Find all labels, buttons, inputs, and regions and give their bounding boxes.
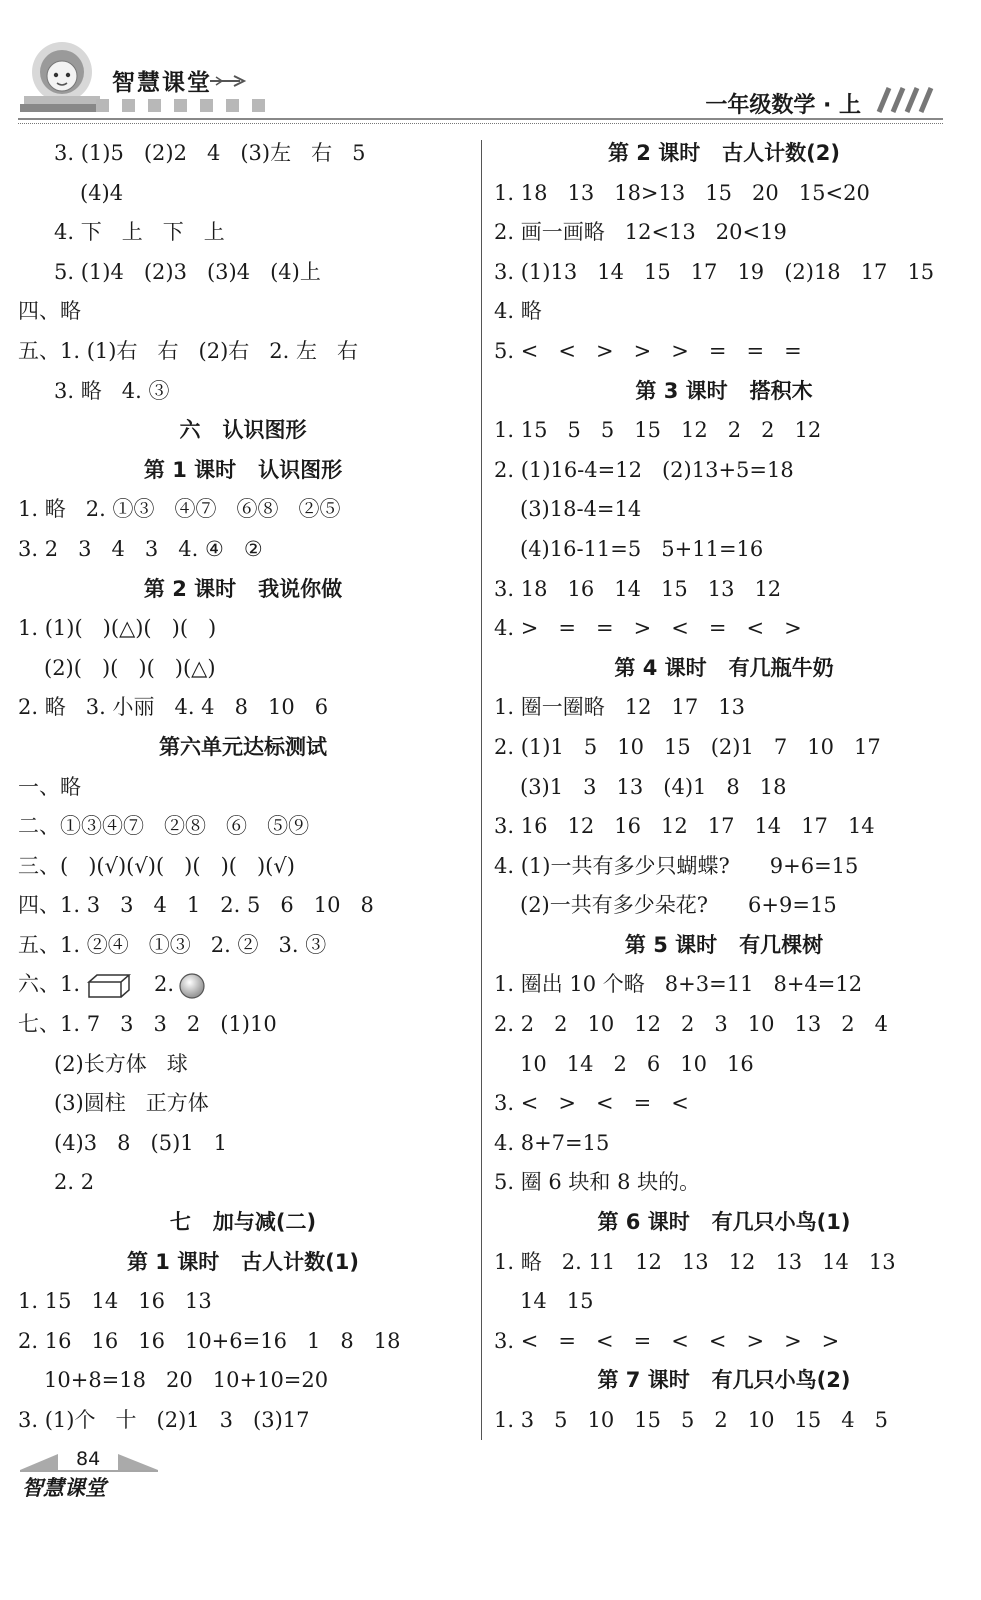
answer-line — [494, 609, 954, 649]
decorative-squares — [96, 97, 278, 116]
answer-line — [18, 213, 468, 253]
answer-line — [494, 213, 954, 253]
line-text: 1. 18 13 18>13 15 20 15<20 — [494, 180, 870, 205]
section-heading — [494, 926, 954, 966]
book-title: 一年级数学 · 上 — [705, 93, 861, 118]
line-text: 5. < < > > > = = = — [494, 338, 802, 363]
answer-line — [18, 253, 468, 293]
section-heading — [18, 411, 468, 451]
answer-line — [18, 768, 468, 808]
answer-line — [494, 332, 954, 372]
line-text: 第 6 课时 有几只小鸟(1) — [597, 1210, 851, 1235]
answer-line — [18, 1045, 468, 1085]
answer-line — [494, 807, 954, 847]
line-text: 1. 略 2. ①③ ④⑦ ⑥⑧ ②⑤ — [18, 497, 341, 522]
arrow-icon — [210, 74, 250, 88]
answer-line — [18, 372, 468, 412]
line-text: 2. 画一画略 12<13 20<19 — [494, 220, 787, 245]
line-text: (2)长方体 球 — [54, 1051, 188, 1076]
answer-line — [18, 609, 468, 649]
answer-line — [494, 1282, 954, 1322]
line-text: 第六单元达标测试 — [159, 734, 327, 759]
line-text: 2. (1)16-4=12 (2)13+5=18 — [494, 457, 794, 482]
line-text: 3. 16 12 16 12 17 14 17 14 — [494, 814, 875, 839]
right-column — [494, 134, 954, 1441]
answer-line — [18, 965, 468, 1005]
page-footer — [18, 1448, 178, 1508]
answer-line — [494, 768, 954, 808]
answer-line — [494, 1243, 954, 1283]
line-text: 2. 2 2 10 12 2 3 10 13 2 4 — [494, 1012, 888, 1037]
line-text: 二、①③④⑦ ②⑧ ⑥ ⑤⑨ — [18, 814, 310, 839]
line-text: 第 2 课时 古人计数(2) — [608, 141, 840, 165]
answer-line — [494, 886, 954, 926]
answer-line — [494, 451, 954, 491]
line-text: 1. 圈出 10 个略 8+3=11 8+4=12 — [494, 972, 863, 997]
answer-line — [18, 292, 468, 332]
answer-line — [494, 847, 954, 887]
answer-line — [18, 332, 468, 372]
line-text: 3. < = < = < < > > > — [494, 1328, 840, 1353]
answer-line — [18, 530, 468, 570]
section-heading — [494, 372, 954, 412]
line-text: 第 1 课时 认识图形 — [143, 457, 343, 482]
line-text: 1. (1)( )(△)( )( ) — [18, 616, 217, 641]
answer-line — [18, 1005, 468, 1045]
line-text: (2)一共有多少朵花? 6+9=15 — [520, 893, 837, 918]
line-text: 4. > = = > < = < > — [494, 616, 802, 641]
line-text: 四、1. 3 3 4 1 2. 5 6 10 8 — [18, 893, 374, 918]
line-text: 第 7 课时 有几只小鸟(2) — [597, 1368, 851, 1393]
answer-line — [18, 490, 468, 530]
section-heading — [494, 134, 954, 174]
column-divider — [481, 140, 482, 1440]
answer-line — [494, 1045, 954, 1085]
line-text: 1. 圈一圈略 12 17 13 — [494, 695, 745, 720]
line-text: (3)圆柱 正方体 — [54, 1091, 209, 1116]
answer-line — [494, 728, 954, 768]
sphere-icon — [178, 972, 206, 1000]
left-column — [18, 134, 468, 1441]
line-text: (3)18-4=14 — [520, 497, 642, 522]
answer-line — [18, 1084, 468, 1124]
line-text: 2. 16 16 16 10+6=16 1 8 18 — [18, 1328, 401, 1353]
answer-line — [494, 292, 954, 332]
line-text: 5. 圈 6 块和 8 块的。 — [494, 1170, 701, 1195]
line-text: 4. 下 上 下 上 — [54, 220, 225, 245]
header-rule — [18, 118, 943, 120]
line-text: 一、略 — [18, 774, 81, 799]
page-number: 84 — [76, 1448, 101, 1470]
line-text: 4. (1)一共有多少只蝴蝶? 9+6=15 — [494, 853, 859, 878]
section-heading — [494, 1203, 954, 1243]
answer-line — [18, 134, 468, 174]
answer-line — [494, 1401, 954, 1441]
line-text: 六、1. — [18, 972, 81, 997]
answer-line — [18, 886, 468, 926]
line-text: 2. 略 3. 小丽 4. 4 8 10 6 — [18, 695, 329, 720]
answer-line — [18, 1361, 468, 1401]
brand-title: 智慧课堂 — [112, 70, 212, 96]
answer-line — [494, 1084, 954, 1124]
answer-line — [494, 570, 954, 610]
line-text: 4. 略 — [494, 299, 542, 324]
line-text: (3)1 3 13 (4)1 8 18 — [520, 774, 787, 799]
line-text: 3. 18 16 14 15 13 12 — [494, 576, 782, 601]
answer-line — [18, 807, 468, 847]
line-text: 第 2 课时 我说你做 — [143, 576, 343, 601]
girl-mascot-icon — [16, 38, 108, 118]
line-text: 1. 略 2. 11 12 13 12 13 14 13 — [494, 1249, 896, 1274]
slash-stripes-icon — [869, 86, 943, 114]
answer-line — [494, 1124, 954, 1164]
line-text: 1. 15 14 16 13 — [18, 1289, 212, 1314]
line-text: 3. (1)13 14 15 17 19 (2)18 17 15 — [494, 259, 935, 284]
section-heading — [18, 451, 468, 491]
line-text: 3. 2 3 4 3 4. ④ ② — [18, 536, 263, 561]
line-text: 1. 15 5 5 15 12 2 2 12 — [494, 418, 822, 443]
section-heading — [18, 1203, 468, 1243]
answer-line — [18, 174, 468, 214]
section-heading — [18, 1243, 468, 1283]
line-text: 3. < > < = < — [494, 1091, 689, 1116]
answer-line — [494, 1163, 954, 1203]
line-text: 10 14 2 6 10 16 — [520, 1051, 754, 1076]
line-text: (4)4 — [80, 180, 124, 205]
answer-line — [494, 174, 954, 214]
answer-line — [18, 1124, 468, 1164]
cuboid-icon — [86, 973, 132, 999]
line-text: 3. (1)5 (2)2 4 (3)左 右 5 — [54, 141, 366, 165]
answer-line — [494, 490, 954, 530]
answer-line — [494, 411, 954, 451]
answer-line — [18, 1282, 468, 1322]
section-heading — [18, 728, 468, 768]
line-text: 5. (1)4 (2)3 (3)4 (4)上 — [54, 259, 321, 284]
line-text: 1. 3 5 10 15 5 2 10 15 4 5 — [494, 1408, 888, 1432]
answer-line — [18, 847, 468, 887]
answer-line — [494, 530, 954, 570]
line-text: (4)3 8 (5)1 1 — [54, 1130, 228, 1155]
line-text: 2. 2 — [54, 1170, 95, 1195]
section-heading — [18, 570, 468, 610]
item-number: 2. — [154, 972, 175, 997]
answer-line — [18, 1322, 468, 1362]
line-text: 三、( )(√)(√)( )( )( )(√) — [18, 853, 295, 878]
answer-line — [18, 926, 468, 966]
answer-line — [494, 1005, 954, 1045]
line-text: 3. (1)个 十 (2)1 3 (3)17 — [18, 1408, 310, 1432]
section-heading — [494, 1361, 954, 1401]
answer-line — [18, 649, 468, 689]
line-text: 七、1. 7 3 3 2 (1)10 — [18, 1012, 277, 1037]
answer-line — [18, 688, 468, 728]
line-text: 第 5 课时 有几棵树 — [624, 932, 824, 957]
answer-line — [18, 1401, 468, 1441]
answer-line — [494, 1322, 954, 1362]
line-text: 2. (1)1 5 10 15 (2)1 7 10 17 — [494, 734, 881, 759]
page-header — [0, 0, 981, 125]
line-text: 五、1. (1)右 右 (2)右 2. 左 右 — [18, 338, 359, 363]
line-text: 第 1 课时 古人计数(1) — [127, 1249, 359, 1274]
answer-line — [494, 965, 954, 1005]
line-text: 第 4 课时 有几瓶牛奶 — [614, 655, 834, 680]
line-text: 七 加与减(二) — [169, 1210, 317, 1235]
line-text: 六 认识图形 — [179, 418, 307, 443]
line-text: (4)16-11=5 5+11=16 — [520, 536, 764, 561]
section-heading — [494, 649, 954, 689]
footer-brand: 智慧课堂 — [22, 1476, 106, 1500]
answer-line — [494, 253, 954, 293]
answer-line — [494, 688, 954, 728]
answer-line — [18, 1163, 468, 1203]
header-dotted-rule — [18, 123, 943, 124]
line-text: 第 3 课时 搭积木 — [635, 378, 813, 403]
line-text: 4. 8+7=15 — [494, 1130, 610, 1155]
line-text: 3. 略 4. ③ — [54, 378, 170, 403]
line-text: (2)( )( )( )(△) — [44, 655, 216, 680]
line-text: 五、1. ②④ ①③ 2. ② 3. ③ — [18, 932, 327, 957]
line-text: 10+8=18 20 10+10=20 — [44, 1368, 329, 1393]
line-text: 14 15 — [520, 1289, 594, 1314]
line-text: 四、略 — [18, 299, 81, 324]
